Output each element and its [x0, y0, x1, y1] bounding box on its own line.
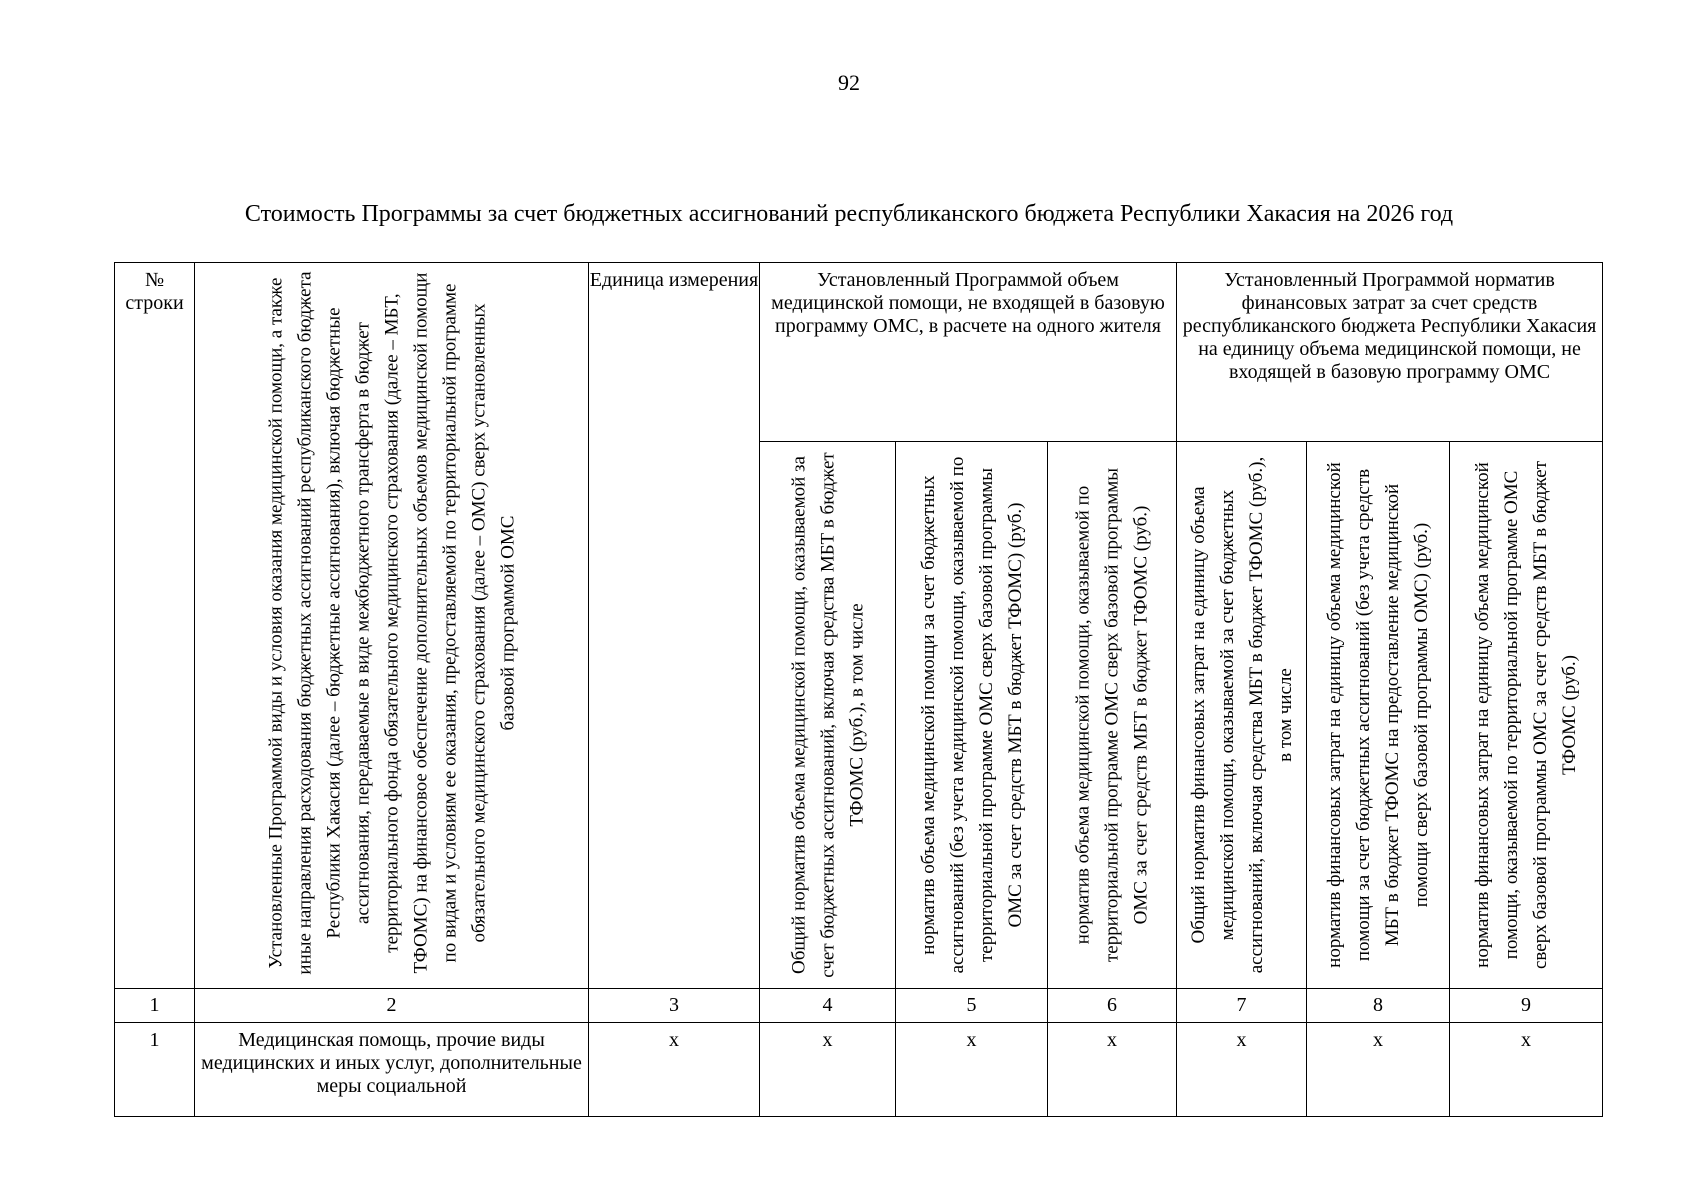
row-value: х [1048, 1023, 1177, 1117]
header-col-4 [760, 442, 896, 989]
row-value: х [1307, 1023, 1450, 1117]
column-number-row [115, 989, 1603, 1023]
header-kinds-text: Установленные Программой виды и условия оказания медицинской помощи, а также иные направления расходования бюджетных ассигнований республиканского бюджета Республики Хакасия (далее – бюджетные ассигнования), включая бюджетные ассигнования, передаваемые в виде межбюджетного трансферта в бюджет территориального фонда обязательного медицинского страхования (далее – МБТ, ТФОМС) на финансовое обеспечение дополнительных объемов медицинской помощи по видам и условиям ее оказания, предоставляемой по территориальной программе обязательного медицинского страхования (далее – ОМС) сверх установленных базовой программой ОМС [265, 271, 518, 975]
column-number: 1 [115, 989, 195, 1023]
cost-table [114, 262, 1603, 1117]
document-title: Стоимость Программы за счет бюджетных ассигнований республиканского бюджета Республики Хакасия на 2026 год [244, 201, 1454, 227]
column-number: 8 [1307, 989, 1450, 1023]
header-col-8 [1307, 442, 1450, 989]
header-col-7-text: Общий норматив финансовых затрат на единицу объема медицинской помощи, оказываемой за счет бюджетных ассигнований, включая средства МБТ в бюджет ТФОМС (руб.), в том числе [1187, 456, 1296, 974]
row-value: х [896, 1023, 1048, 1117]
column-number: 4 [760, 989, 896, 1023]
header-kinds [195, 263, 589, 989]
header-row-number: № строки [115, 263, 195, 989]
row-value: х [1177, 1023, 1307, 1117]
header-col-6-text: норматив объема медицинской помощи, оказываемой по территориальной программе ОМС сверх базовой программы ОМС за счет средств МБТ в бюджет ТФОМС (руб.) [1072, 467, 1152, 963]
header-col-6 [1048, 442, 1177, 989]
column-number: 5 [896, 989, 1048, 1023]
header-row-1 [115, 263, 1603, 442]
header-col-4-text: Общий норматив объема медицинской помощи, оказываемой за счет бюджетных ассигнований, включая средства МБТ в бюджет ТФОМС (руб.), в том числе [788, 452, 867, 978]
header-col-9 [1450, 442, 1603, 989]
row-value: х [589, 1023, 760, 1117]
column-number: 2 [195, 989, 589, 1023]
header-unit: Единица измерения [589, 263, 760, 989]
column-number: 6 [1048, 989, 1177, 1023]
row-value: х [1450, 1023, 1603, 1117]
header-group-volume: Установленный Программой объем медицинской помощи, не входящей в базовую программу ОМС, в расчете на одного жителя [760, 263, 1177, 442]
table-row [115, 1023, 1603, 1117]
header-col-9-text: норматив финансовых затрат на единицу объема медицинской помощи, оказываемой по территориальной программе ОМС сверх базовой программы ОМС за счет средств МБТ в бюджет ТФОМС (руб.) [1472, 460, 1581, 970]
header-col-5-text: норматив объема медицинской помощи за счет бюджетных ассигнований (без учета медицинской помощи, оказываемой по территориальной программе ОМС сверх базовой программы ОМС за счет средств МБТ в бюджет ТФОМС) (руб.) [917, 456, 1026, 974]
column-number: 3 [589, 989, 760, 1023]
header-col-8-text: норматив финансовых затрат на единицу объема медицинской помощи за счет бюджетных ассигнований (без учета средств МБТ в бюджет ТФОМС на предоставление медицинской помощи сверх базовой программы ОМС) (руб.) [1324, 462, 1433, 968]
row-value: х [760, 1023, 896, 1117]
row-number: 1 [115, 1023, 195, 1117]
header-col-7 [1177, 442, 1307, 989]
page-number: 92 [838, 70, 860, 95]
header-col-5 [896, 442, 1048, 989]
column-number: 7 [1177, 989, 1307, 1023]
column-number: 9 [1450, 989, 1603, 1023]
row-name: Медицинская помощь, прочие виды медицинских и иных услуг, дополнительные меры социальной [195, 1023, 589, 1117]
header-group-cost: Установленный Программой норматив финансовых затрат за счет средств республиканского бюджета Республики Хакасия на единицу объема медицинской помощи, не входящей в базовую программу ОМС [1177, 263, 1603, 442]
